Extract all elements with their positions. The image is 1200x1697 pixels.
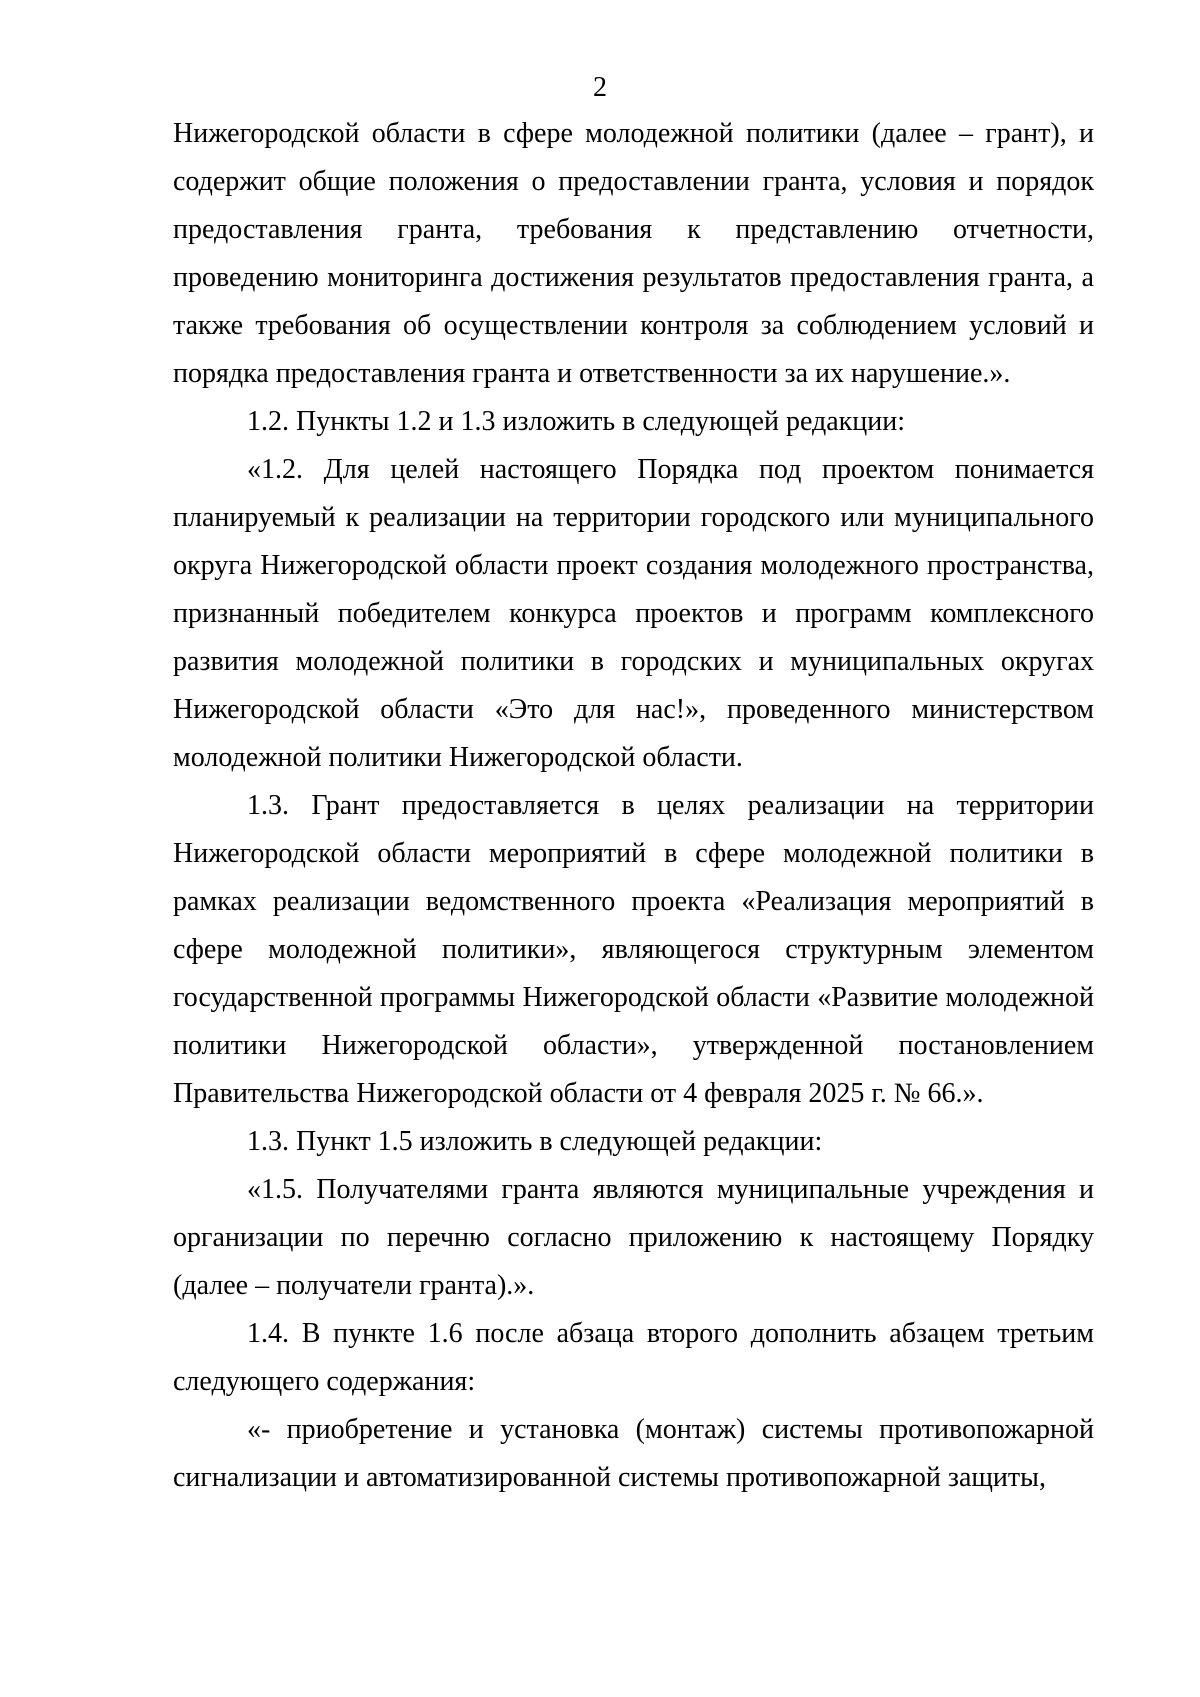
document-body — [173, 110, 1094, 1502]
paragraph-amend-item-1-6: 1.4. В пункте 1.6 после абзаца второго дополнить абзацем третьим следующего содержания: — [173, 1318, 1094, 1397]
paragraph-amend-item-1-5: 1.3. Пункт 1.5 изложить в следующей редакции: — [247, 1126, 823, 1157]
paragraph-item-1-2: «1.2. Для целей настоящего Порядка под проектом понимается планируемый к реализации на территории городского или муниципального округа Нижегородской области проект создания молодежного пространства, признанный победителем конкурса проектов и программ комплексного развития молодежной политики в городских и муниципальных округах Нижегородской области «Это для нас!», проведенного министерством молодежной политики Нижегородской области. — [173, 454, 1094, 773]
page-number: 2 — [593, 72, 607, 103]
paragraph-new-third-subparagraph: «- приобретение и установка (монтаж) системы противопожарной сигнализации и автоматизированной системы противопожарной защиты, — [173, 1414, 1094, 1493]
paragraph-item-1-5: «1.5. Получателями гранта являются муниципальные учреждения и организации по перечню согласно приложению к настоящему Порядку (далее – получатели гранта).». — [173, 1174, 1094, 1301]
paragraph-grant-scope-continuation: Нижегородской области в сфере молодежной политики (далее – грант), и содержит общие положения о предоставлении гранта, условия и порядок предоставления гранта, требования к представлению отчетности, проведению мониторинга достижения результатов предоставления гранта, а также требования об осуществлении контроля за соблюдением условий и порядка предоставления гранта и ответственности за их нарушение.». — [173, 118, 1094, 389]
paragraph-item-1-3: 1.3. Грант предоставляется в целях реализации на территории Нижегородской области мероприятий в сфере молодежной политики в рамках реализации ведомственного проекта «Реализация мероприятий в сфере молодежной политики», являющегося структурным элементом государственной программы Нижегородской области «Развитие молодежной политики Нижегородской области», утвержденной постановлением Правительства Нижегородской области от 4 февраля 2025 г. № 66.». — [173, 790, 1094, 1109]
paragraph-amend-items-1-2-1-3: 1.2. Пункты 1.2 и 1.3 изложить в следующей редакции: — [247, 406, 906, 437]
